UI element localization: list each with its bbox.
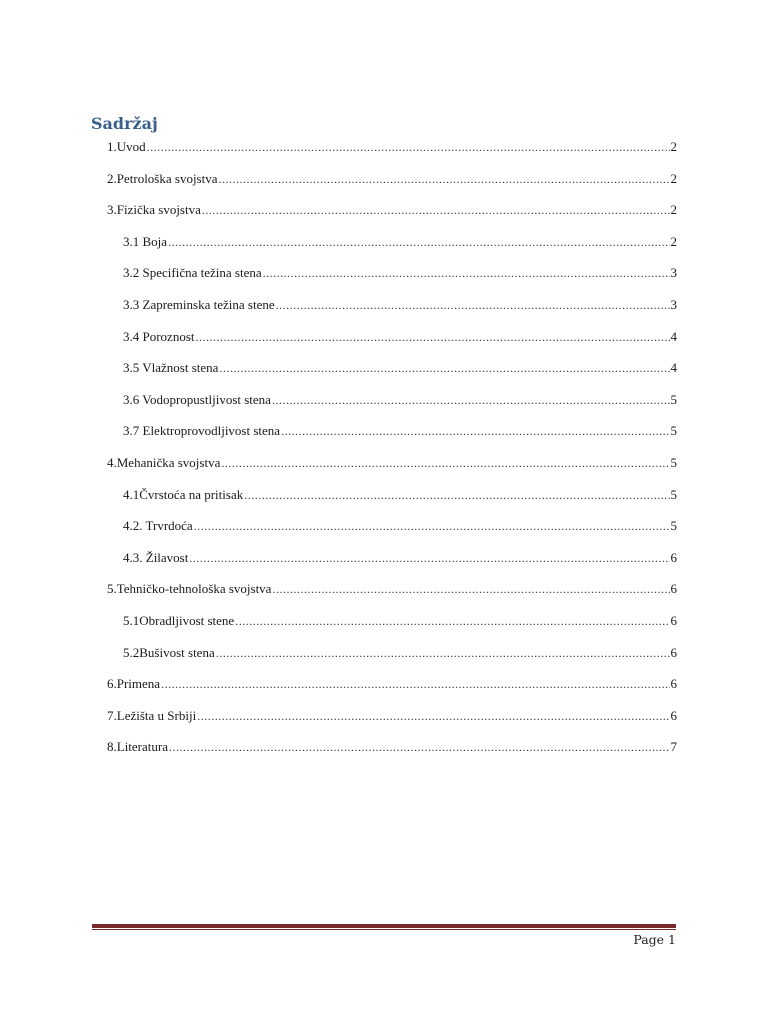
toc-dot-leader (219, 169, 670, 189)
toc-entry-label: 2.Petrološka svojstva (107, 170, 218, 186)
toc-entry[interactable] (0, 579, 677, 611)
toc-entry-label: 3.2 Specifična težina stena (123, 265, 262, 281)
toc-entry[interactable] (0, 611, 677, 643)
toc-entry[interactable] (0, 548, 677, 580)
toc-entry-label: 4.Mehanička svojstva (107, 454, 221, 470)
toc-dot-leader (168, 232, 669, 252)
toc-entry[interactable] (0, 358, 677, 390)
footer-page-number: Page 1 (633, 932, 676, 947)
footer-divider-thick (92, 924, 676, 928)
toc-entry-label: 3.3 Zapreminska težina stene (123, 296, 275, 312)
toc-entry-page-number: 7 (670, 739, 677, 755)
toc-entry-label: 3.6 Vodopropustljivost stena (123, 391, 271, 407)
toc-entry-page-number: 3 (670, 296, 677, 312)
toc-entry-page-number: 2 (670, 170, 677, 186)
toc-entry-page-number: 5 (670, 486, 677, 502)
toc-entry[interactable] (0, 169, 677, 201)
toc-heading: Sadržaj (91, 114, 158, 133)
toc-dot-leader (161, 674, 669, 694)
toc-entry-page-number: 3 (670, 265, 677, 281)
toc-entry[interactable] (0, 295, 677, 327)
toc-dot-leader (281, 421, 669, 441)
toc-entry-page-number: 6 (670, 707, 677, 723)
toc-entry-page-number: 5 (670, 518, 677, 534)
footer-divider (92, 924, 676, 931)
toc-dot-leader (196, 327, 670, 347)
toc-dot-leader (272, 390, 670, 410)
toc-entry-page-number: 5 (670, 454, 677, 470)
toc-entry-label: 4.3. Žilavost (123, 549, 189, 565)
toc-entry[interactable] (0, 643, 677, 675)
toc-entry[interactable] (0, 737, 677, 769)
toc-entry[interactable] (0, 137, 677, 169)
toc-entry-page-number: 2 (670, 202, 677, 218)
toc-dot-leader (235, 611, 669, 631)
toc-entry-page-number: 5 (670, 391, 677, 407)
toc-entry-label: 8.Literatura (107, 739, 168, 755)
toc-dot-leader (197, 706, 669, 726)
toc-entry[interactable] (0, 706, 677, 738)
toc-entry-label: 3.4 Poroznost (123, 328, 195, 344)
toc-dot-leader (147, 137, 670, 157)
toc-entry-page-number: 6 (670, 676, 677, 692)
toc-entry-page-number: 2 (670, 139, 677, 154)
toc-entry-page-number: 6 (670, 612, 677, 628)
toc-entry-label: 5.Tehničko-tehnološka svojstva (107, 581, 272, 597)
toc-dot-leader (263, 263, 670, 283)
toc-dot-leader (272, 579, 669, 599)
toc-entry-label: 5.1Obradljivost stene (123, 612, 235, 628)
toc-dot-leader (216, 643, 670, 663)
toc-entry[interactable] (0, 421, 677, 453)
toc-entry-page-number: 5 (670, 423, 677, 439)
toc-entry[interactable] (0, 390, 677, 422)
toc-dot-leader (202, 200, 670, 220)
toc-entry-label: 4.1Čvrstoća na pritisak (123, 486, 244, 502)
toc-entry-label: 3.Fizička svojstva (107, 202, 201, 218)
toc-entry[interactable] (0, 327, 677, 359)
toc-entry-label: 7.Ležišta u Srbiji (107, 707, 197, 723)
toc-entry[interactable] (0, 453, 677, 485)
toc-entry-page-number: 6 (670, 644, 677, 660)
toc-dot-leader (189, 548, 669, 568)
toc-dot-leader (169, 737, 670, 757)
toc-entry-page-number: 6 (670, 549, 677, 565)
toc-entry-page-number: 4 (670, 328, 677, 344)
toc-dot-leader (221, 453, 669, 473)
toc-dot-leader (244, 485, 669, 505)
toc-entry-label: 5.2Bušivost stena (123, 644, 215, 660)
toc-entry-label: 3.5 Vlažnost stena (123, 360, 219, 376)
toc-entry[interactable] (0, 232, 677, 264)
toc-entry[interactable] (0, 516, 677, 548)
toc-entry-label: 3.7 Elektroprovodljivost stena (123, 423, 281, 439)
toc-entry-label: 1.Uvod (107, 139, 146, 154)
toc-dot-leader (219, 358, 669, 378)
toc-entry-page-number: 2 (670, 233, 677, 249)
toc-entry[interactable] (0, 674, 677, 706)
toc-list (0, 137, 768, 769)
toc-entry-page-number: 4 (670, 360, 677, 376)
toc-entry-label: 4.2. Trvrdoća (123, 518, 193, 534)
toc-entry-label: 6.Primena (107, 676, 161, 692)
toc-dot-leader (276, 295, 670, 315)
toc-entry[interactable] (0, 485, 677, 517)
toc-entry[interactable] (0, 200, 677, 232)
footer-divider-thin (92, 929, 676, 930)
toc-entry[interactable] (0, 263, 677, 295)
toc-dot-leader (194, 516, 670, 536)
toc-entry-page-number: 6 (670, 581, 677, 597)
toc-entry-label: 3.1 Boja (123, 233, 168, 249)
